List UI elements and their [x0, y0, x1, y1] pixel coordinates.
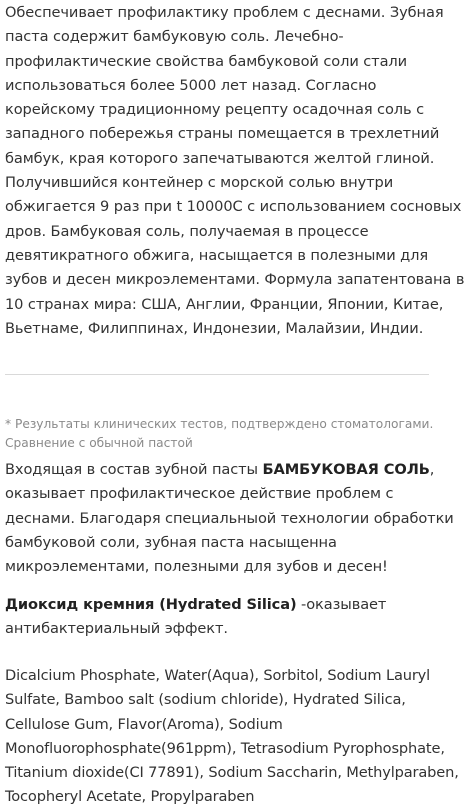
silica-highlight: Диоксид кремния (Hydrated Silica): [5, 596, 297, 613]
description-paragraph: Обеспечивает профилактику проблем с деснами. Зубная паста содержит бамбуковую соль. Лечебно-профилактические свойства бамбуковой соли стали использоваться более 5000 лет назад. Согласно корейскому традиционному рецепту осадочная соль с западного побережья страны помещается в трехлетний бамбук, края которого запечатываются желтой глиной. Получившийся контейнер с морской солью внутри обжигается 9 раз при t 10000С с использованием сосновых дров. Бамбуковая соль, получаемая в процессе девятикратного обжига, насыщается в полезными для зубов и десен микроэлементами. Формула запатентована в 10 странах мира: США, Англии, Франции, Японии, Китае, Вьетнаме, Филиппинах, Индонезии, Малайзии, Индии.: [5, 4, 465, 337]
bamboo-salt-paragraph: [5, 458, 465, 579]
bamboo-salt-prefix: Входящая в состав зубной пасты: [5, 461, 263, 478]
section-divider: [5, 374, 429, 375]
ingredients-list: Dicalcium Phosphate, Water(Aqua), Sorbitol, Sodium Lauryl Sulfate, Bamboo salt (sodium chloride), Hydrated Silica, Cellulose Gum, Flavor(Aroma), Sodium Monofluorophosphate(961ppm), Tetrasodium Pyrophosphate, Titanium dioxide(CI 77891), Sodium Saccharin, Methylparaben, Tocopheryl Acetate, Propylparaben: [5, 667, 459, 806]
bamboo-salt-highlight: БАМБУКОВАЯ СОЛЬ: [262, 461, 430, 478]
bamboo-salt-suffix: , оказывает профилактическое действие проблем с деснами. Благодаря специальныой технологии обработки бамбуковой соли, зубная паста насыщенна микроэлементами, полезными для зубов и десен!: [5, 461, 454, 576]
product-description: [5, 0, 465, 341]
clinical-test-note: * Результаты клинических тестов, подтверждено стоматологами. Сравнение с обычной пастой: [5, 417, 434, 450]
silica-paragraph: [5, 593, 465, 642]
silica-suffix: -оказывает антибактериальный эффект.: [5, 596, 387, 638]
